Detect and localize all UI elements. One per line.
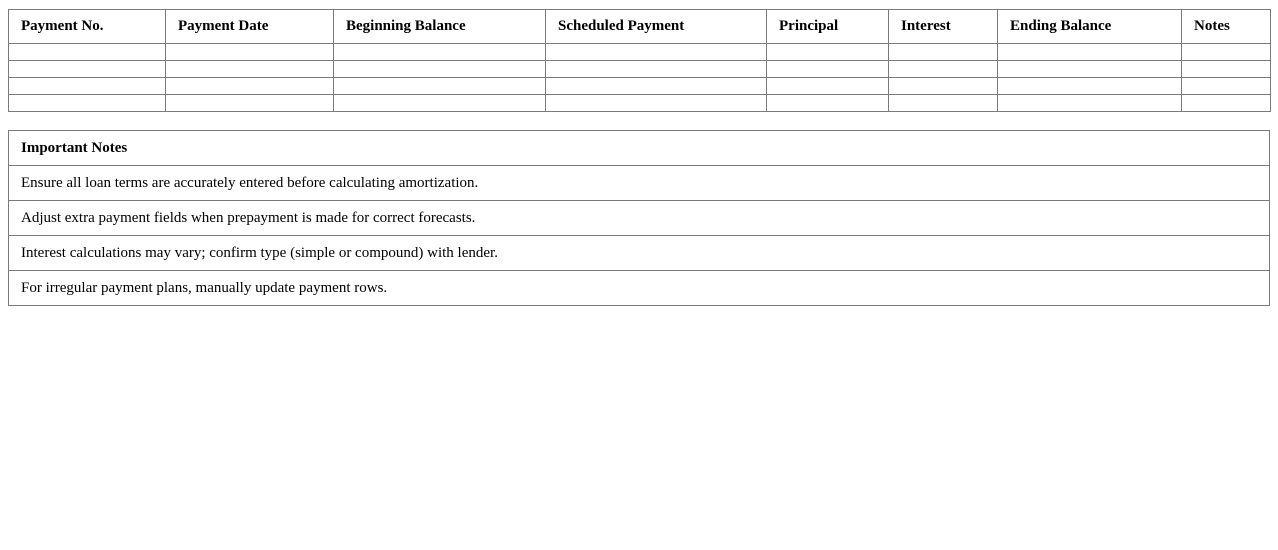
table-cell[interactable] [546,95,767,112]
table-cell[interactable] [1182,95,1271,112]
table-cell[interactable] [1182,78,1271,95]
note-text: Ensure all loan terms are accurately entered before calculating amortization. [9,166,1270,201]
table-cell[interactable] [334,78,546,95]
column-header-payment-date: Payment Date [166,10,334,44]
table-cell[interactable] [767,78,889,95]
list-item [9,201,1270,236]
table-cell[interactable] [889,61,998,78]
table-cell[interactable] [546,61,767,78]
table-cell[interactable] [334,61,546,78]
notes-heading: Important Notes [9,131,1270,166]
table-cell[interactable] [998,61,1182,78]
column-header-scheduled-payment: Scheduled Payment [546,10,767,44]
table-cell[interactable] [9,95,166,112]
table-cell[interactable] [334,95,546,112]
table-row [9,78,1271,95]
table-cell[interactable] [546,78,767,95]
table-cell[interactable] [889,78,998,95]
table-cell[interactable] [1182,61,1271,78]
table-row [9,95,1271,112]
column-header-notes: Notes [1182,10,1271,44]
important-notes-table [8,130,1270,306]
table-header-row [9,10,1271,44]
table-cell[interactable] [767,95,889,112]
column-header-ending-balance: Ending Balance [998,10,1182,44]
table-cell[interactable] [9,61,166,78]
column-header-payment-no: Payment No. [9,10,166,44]
table-cell[interactable] [9,78,166,95]
table-cell[interactable] [767,61,889,78]
table-cell[interactable] [767,44,889,61]
list-item [9,271,1270,306]
column-header-interest: Interest [889,10,998,44]
table-cell[interactable] [166,95,334,112]
column-header-beginning-balance: Beginning Balance [334,10,546,44]
table-cell[interactable] [166,61,334,78]
note-text: Interest calculations may vary; confirm type (simple or compound) with lender. [9,236,1270,271]
table-cell[interactable] [334,44,546,61]
table-cell[interactable] [9,44,166,61]
table-cell[interactable] [998,44,1182,61]
list-item [9,166,1270,201]
list-item [9,236,1270,271]
table-cell[interactable] [889,95,998,112]
note-text: Adjust extra payment fields when prepayment is made for correct forecasts. [9,201,1270,236]
table-row [9,44,1271,61]
table-cell[interactable] [546,44,767,61]
table-cell[interactable] [889,44,998,61]
table-cell[interactable] [1182,44,1271,61]
table-cell[interactable] [998,95,1182,112]
notes-header-row [9,131,1270,166]
column-header-principal: Principal [767,10,889,44]
table-cell[interactable] [166,44,334,61]
table-row [9,61,1271,78]
note-text: For irregular payment plans, manually update payment rows. [9,271,1270,306]
table-cell[interactable] [166,78,334,95]
table-cell[interactable] [998,78,1182,95]
amortization-schedule-table [8,9,1271,112]
